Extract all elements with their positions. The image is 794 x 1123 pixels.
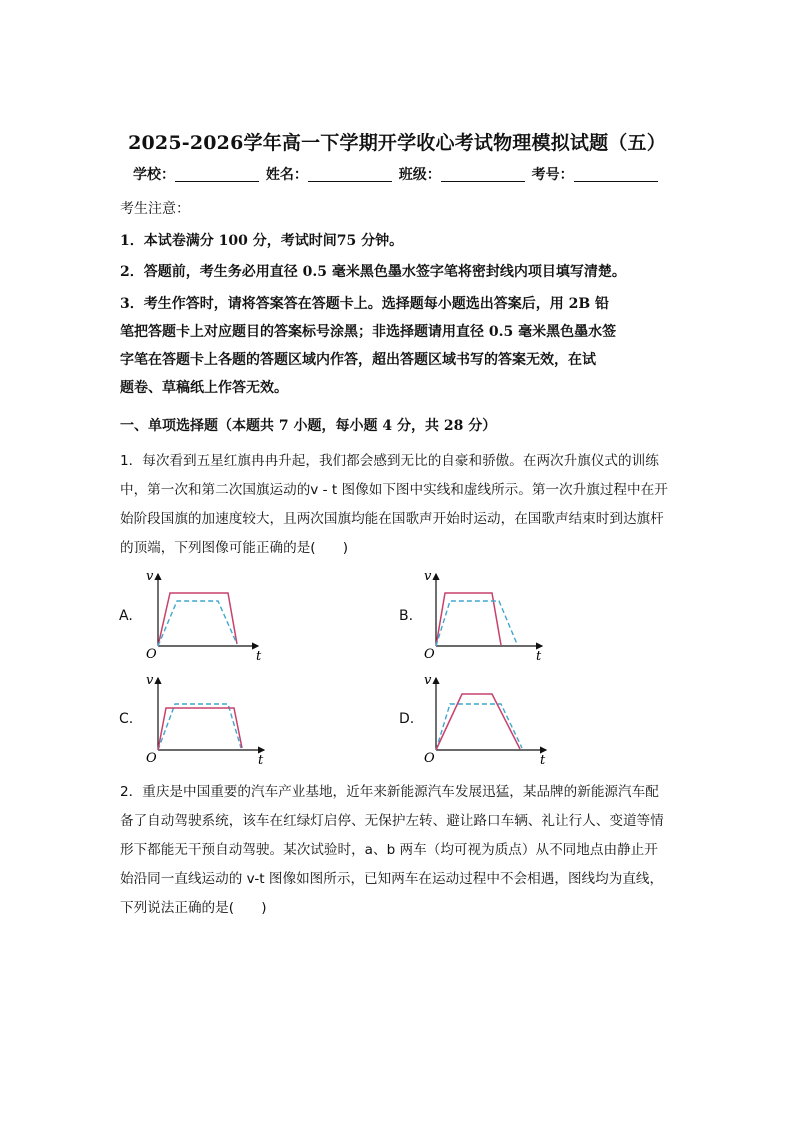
t-axis-label: t bbox=[256, 649, 262, 664]
v-axis-label: v bbox=[424, 569, 432, 584]
section-1-heading: 一、单项选择题（本题共 7 小题，每小题 4 分，共 28 分） bbox=[120, 418, 497, 434]
name-blank[interactable] bbox=[308, 167, 392, 182]
origin-label: O bbox=[424, 751, 435, 766]
q1-line-2: 中，第一次和第二次国旗运动的v - t 图像如下图中实线和虚线所示。第一次升旗过程中在开 bbox=[120, 482, 668, 498]
class-label: 班级： bbox=[398, 167, 441, 183]
exam-title: 2025-2026学年高一下学期开学收心考试物理模拟试题（五） bbox=[128, 132, 666, 154]
name-label: 姓名： bbox=[265, 167, 308, 183]
q2-line-4: 始沿同一直线运动的 v-t 图像如图所示，已知两车在运动过程中不会相遇，图线均为直线， bbox=[120, 871, 664, 887]
q1-line-3: 始阶段国旗的加速度较大，且两次国旗均能在国歌声开始时运动，在国歌声结束时到达旗杆 bbox=[120, 511, 664, 527]
t-axis-label: t bbox=[536, 649, 542, 664]
q1-line-1: 1．每次看到五星红旗冉冉升起，我们都会感到无比的自豪和骄傲。在两次升旗仪式的训练 bbox=[120, 453, 659, 469]
origin-label: O bbox=[146, 647, 157, 662]
solid-line bbox=[158, 708, 242, 750]
notice-item-3-line-4: 题卷、草稿纸上作答无效。 bbox=[120, 380, 288, 396]
option-a-label[interactable]: A. bbox=[119, 608, 133, 624]
origin-label: O bbox=[146, 751, 157, 766]
number-label: 考号： bbox=[531, 167, 574, 183]
option-d-label[interactable]: D. bbox=[399, 711, 415, 727]
q2-line-1: 2．重庆是中国重要的汽车产业基地，近年来新能源汽车发展迅猛，某品牌的新能源汽车配 bbox=[120, 784, 659, 800]
school-label: 学校： bbox=[133, 167, 175, 183]
q2-line-3: 形下都能无干预自动驾驶。某次试验时，a、b 两车（均可视为质点）从不同地点由静止开 bbox=[120, 842, 658, 858]
solid-line bbox=[158, 593, 237, 646]
option-c-label[interactable]: C. bbox=[119, 711, 134, 727]
v-axis-label: v bbox=[146, 569, 154, 584]
v-axis-label: v bbox=[424, 673, 432, 688]
q2-line-2: 备了自动驾驶系统，该车在红绿灯启停、无保护左转、避让路口车辆、礼让行人、变道等情 bbox=[120, 813, 664, 829]
option-d-graph bbox=[418, 670, 548, 766]
notice-item-2: 2．答题前，考生务必用直径 0.5 毫米黑色墨水签字笔将密封线内项目填写清楚。 bbox=[120, 264, 626, 280]
dashed-line bbox=[436, 601, 517, 646]
t-axis-label: t bbox=[258, 753, 264, 768]
notice-item-3-line-2: 笔把答题卡上对应题目的答案标号涂黑；非选择题请用直径 0.5 毫米黑色墨水签 bbox=[120, 324, 617, 340]
school-blank[interactable] bbox=[175, 167, 259, 182]
number-blank[interactable] bbox=[574, 167, 658, 182]
v-axis-label: v bbox=[146, 673, 154, 688]
option-a-graph bbox=[140, 566, 270, 662]
notice-item-3-line-3: 字笔在答题卡上各题的答题区域内作答，超出答题区域书写的答案无效，在试 bbox=[120, 352, 596, 368]
option-c-graph bbox=[140, 670, 270, 766]
student-info-row bbox=[133, 164, 660, 184]
q2-line-5: 下列说法正确的是( ) bbox=[120, 900, 267, 916]
notice-heading: 考生注意： bbox=[120, 201, 190, 217]
q1-line-4: 的顶端，下列图像可能正确的是( ) bbox=[120, 540, 349, 556]
origin-label: O bbox=[424, 647, 435, 662]
notice-item-1: 1．本试卷满分 100 分，考试时间75 分钟。 bbox=[120, 233, 404, 249]
class-blank[interactable] bbox=[441, 167, 525, 182]
option-b-label[interactable]: B. bbox=[399, 608, 414, 624]
dashed-line bbox=[158, 601, 237, 646]
option-b-graph bbox=[418, 566, 548, 662]
notice-item-3-line-1: 3．考生作答时，请将答案答在答题卡上。选择题每小题选出答案后，用 2B 铅 bbox=[120, 296, 610, 312]
dashed-line bbox=[158, 704, 241, 750]
solid-line bbox=[436, 694, 520, 750]
t-axis-label: t bbox=[540, 753, 546, 768]
